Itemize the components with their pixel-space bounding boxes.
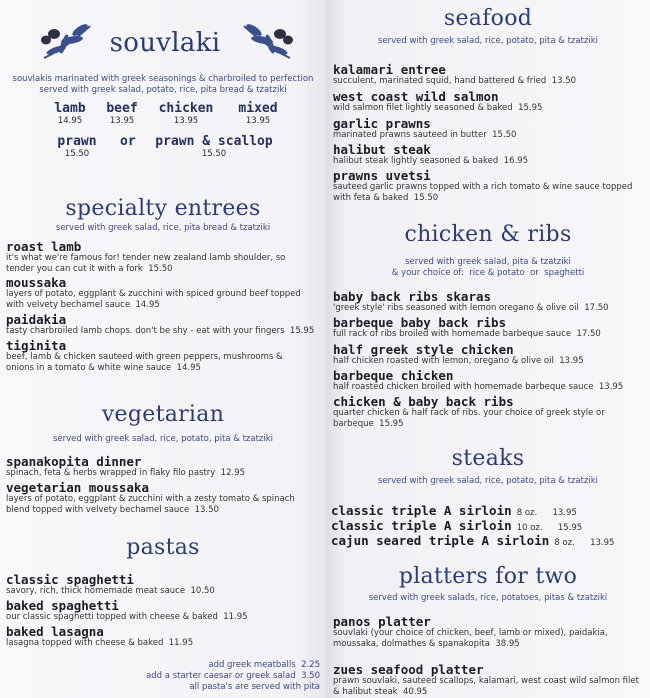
souvlaki-mixed-price: 13.95	[245, 116, 271, 126]
item-desc: beef, lamb & chicken sauteed with green peppers, mushrooms & onions in a tomato & white wine sauce	[6, 352, 283, 373]
item-desc: halibut steak lightly seasoned & baked	[333, 156, 499, 166]
souvlaki-prawn	[50, 134, 104, 159]
souvlaki-lamb-price: 14.95	[57, 116, 83, 126]
item-name: baked spaghetti	[6, 598, 119, 613]
item-name: barbeque chicken	[333, 368, 454, 383]
platters-sub: served with greek salads, rice, potatoes, pitas & tzatziki	[368, 593, 608, 603]
menu-item	[6, 339, 306, 373]
item-desc: 'greek style' ribs seasoned with lemon oregano & olive oil	[333, 303, 579, 313]
item-desc: our classic spaghetti topped with cheese & baked	[6, 612, 218, 622]
menu-item	[333, 290, 647, 314]
item-name: barbeque baby back ribs	[333, 315, 507, 330]
menu-item	[6, 313, 326, 337]
souvlaki-beef-label: beef	[106, 101, 138, 116]
item-name: roast lamb	[6, 239, 82, 254]
pasta-note-salad-text: add a starter caesar or greek salad	[146, 671, 296, 681]
item-name: kalamari entree	[333, 62, 446, 77]
item-name: panos platter	[333, 614, 431, 629]
pasta-note-meatballs-text: add greek meatballs	[208, 660, 296, 670]
item-price: 16.95	[503, 156, 529, 166]
item-price: 10.50	[190, 586, 215, 596]
item-name: classic spaghetti	[6, 572, 134, 587]
pasta-note-salad-price: 3.50	[301, 671, 320, 681]
item-name: half greek style chicken	[333, 342, 514, 357]
menu-item	[6, 625, 316, 649]
item-price: 15.50	[413, 192, 439, 203]
menu-item	[6, 276, 311, 310]
menu-item	[333, 395, 643, 429]
item-desc: tasty charbroiled lamb chops. don't be shy - eat with your fingers	[6, 326, 285, 336]
item-name: west coast wild salmon	[333, 89, 499, 104]
souvlaki-prawn-scallop-label: prawn & scallop	[155, 134, 273, 149]
vegetarian-sub: served with greek salad, rice, potato, pita & tzatziki	[52, 434, 274, 444]
seafood-title: seafood	[443, 6, 533, 31]
item-desc: quarter chicken & half rack of ribs. your choice of greek style or barbeque	[333, 408, 605, 429]
item-price: 15.95	[557, 523, 583, 533]
souvlaki-chicken-price: 13.95	[173, 116, 199, 126]
item-name: baby back ribs skaras	[333, 289, 492, 304]
item-price: 17.50	[584, 303, 609, 313]
item-desc: lasagna topped with cheese & baked	[6, 638, 164, 648]
item-name: halibut steak	[333, 142, 431, 157]
chicken-sub-choice: & your choice of: rice & potato or spaghetti	[391, 268, 585, 278]
item-price: 13.50	[551, 76, 577, 86]
item-price: 15.50	[492, 130, 517, 140]
souvlaki-served: served with greek salad, potato, rice, pita bread & tzatziki	[39, 85, 287, 95]
pasta-note-meatballs-price: 2.25	[301, 660, 320, 670]
souvlaki-prawn-label: prawn	[57, 134, 97, 149]
item-size: 10 oz.	[516, 523, 543, 533]
item-name: moussaka	[6, 275, 67, 290]
menu-item	[333, 143, 643, 167]
item-price: 40.95	[403, 686, 428, 697]
seafood-sub: served with greek salad, rice, potato, pita & tzatziki	[377, 36, 599, 46]
souvlaki-lamb-label: lamb	[54, 101, 86, 116]
souvlaki-chicken	[154, 101, 218, 126]
item-desc: spinach, feta & herbs wrapped in flaky filo pastry	[6, 468, 216, 478]
item-name: spanakopita dinner	[6, 454, 142, 469]
item-name: classic triple A sirloin	[331, 503, 512, 518]
item-price: 11.95	[168, 638, 194, 648]
item-name: cajun seared triple A sirloin	[331, 533, 550, 548]
item-name: baked lasagna	[6, 624, 104, 639]
item-price: 13.95	[559, 356, 584, 366]
souvlaki-chicken-label: chicken	[158, 101, 214, 116]
item-desc: prawn souvlaki, sauteed scallops, kalamari, west coast wild salmon filet & halibut steak	[333, 676, 639, 697]
souvlaki-or: or	[120, 134, 136, 149]
menu-item	[6, 481, 306, 515]
item-price: 15.95	[289, 326, 315, 336]
steaks-title: steaks	[451, 446, 525, 471]
item-name: vegetarian moussaka	[6, 480, 149, 495]
item-desc: half roasted chicken broiled with homemade barbeque sauce	[333, 382, 594, 392]
item-desc: half chicken roasted with lemon, oregano & olive oil	[333, 356, 554, 366]
item-name: tiginita	[6, 338, 67, 353]
item-name: prawns uvetsi	[333, 168, 431, 183]
pasta-note-meatballs	[100, 660, 320, 671]
menu-item	[6, 573, 316, 597]
item-name: paidakia	[6, 312, 67, 327]
item-price: 13.50	[194, 504, 219, 515]
souvlaki-desc: souvlakis marinated with greek seasonings & charbroiled to perfection	[12, 74, 314, 84]
pastas-title: pastas	[126, 535, 200, 560]
chicken-sub: served with greek salad, pita & tzatziki	[405, 257, 571, 267]
item-price: 38.95	[495, 638, 520, 649]
item-desc: full rack of ribs broiled with homemade barbeque sauce	[333, 329, 572, 339]
menu-item	[333, 316, 647, 340]
item-price: 13.95	[590, 538, 615, 548]
item-price: 17.50	[576, 329, 601, 339]
menu-item	[333, 663, 639, 697]
item-desc: wild salmon filet lightly seasoned & baked	[333, 103, 513, 113]
souvlaki-beef	[98, 101, 146, 126]
platters-title: platters for two	[398, 564, 578, 589]
item-desc: succulent, marinated squid, hand battered & fried	[333, 76, 547, 86]
steaks-sub: served with greek salad, rice, potato, pita & tzatziki	[377, 476, 599, 486]
item-desc: layers of potato, eggplant & zucchini with spiced ground beef topped with velvety bechamel sauce	[6, 289, 301, 310]
item-desc: sauteed garlic prawns topped with a rich tomato & wine sauce topped with feta & baked	[333, 182, 633, 203]
menu-item	[333, 615, 637, 649]
menu-item	[333, 63, 643, 87]
item-name: classic triple A sirloin	[331, 518, 512, 533]
souvlaki-prawn-scallop	[148, 134, 280, 159]
item-price: 15.95	[379, 418, 404, 429]
specialty-sub: served with greek salad, rice, pita bread & tzatziki	[55, 223, 271, 233]
item-name: garlic prawns	[333, 116, 431, 131]
vegetarian-title: vegetarian	[101, 402, 225, 427]
item-desc: savory, rich, thick homemade meat sauce	[6, 586, 186, 596]
item-desc: marinated prawns sauteed in butter	[333, 130, 487, 140]
item-desc: souvlaki (your choice of chicken, beef, lamb or mixed), paidakia, moussaka, dolmathes & spanakopita	[333, 628, 608, 649]
menu-item	[333, 117, 643, 141]
item-size: 8 oz.	[516, 508, 538, 518]
steak-item	[331, 530, 643, 549]
item-name: zues seafood platter	[333, 662, 484, 677]
souvlaki-lamb	[46, 101, 94, 126]
menu-item	[333, 343, 647, 367]
olive-branch-right-icon	[238, 20, 296, 62]
item-price: 14.95	[176, 362, 201, 373]
item-price: 13.95	[598, 382, 624, 392]
chicken-title: chicken & ribs	[404, 222, 572, 247]
item-desc: layers of potato, eggplant & zucchini with a zesty tomato & spinach blend topped with velvety bechamel sauce	[6, 494, 295, 515]
menu-item	[333, 169, 647, 203]
olive-branch-left-icon	[38, 20, 96, 62]
pasta-note-pita: all pasta's are served with pita	[189, 682, 320, 692]
item-price: 13.95	[552, 508, 577, 518]
pasta-note-salad	[100, 671, 320, 682]
menu-item	[6, 599, 316, 623]
souvlaki-title: souvlaki	[109, 28, 221, 58]
item-desc: it's what we're famous for! tender new zealand lamb shoulder, so tender you can cut it with a fork	[6, 253, 286, 274]
item-price: 15.50	[148, 263, 173, 274]
souvlaki-prawn-scallop-price: 15.50	[201, 149, 227, 159]
item-price: 11.95	[223, 612, 248, 622]
souvlaki-prawn-price: 15.50	[64, 149, 90, 159]
item-name: chicken & baby back ribs	[333, 394, 514, 409]
menu-item	[6, 455, 316, 479]
item-size: 8 oz.	[554, 538, 575, 548]
specialty-title: specialty entrees	[65, 196, 261, 221]
souvlaki-beef-price: 13.95	[109, 116, 135, 126]
souvlaki-mixed	[232, 101, 284, 126]
item-price: 12.95	[220, 468, 246, 478]
item-price: 14.95	[135, 299, 160, 310]
menu-item	[333, 369, 649, 393]
menu-item	[333, 90, 643, 114]
item-price: 15.95	[518, 103, 543, 113]
menu-item	[6, 240, 306, 274]
souvlaki-mixed-label: mixed	[238, 101, 278, 116]
